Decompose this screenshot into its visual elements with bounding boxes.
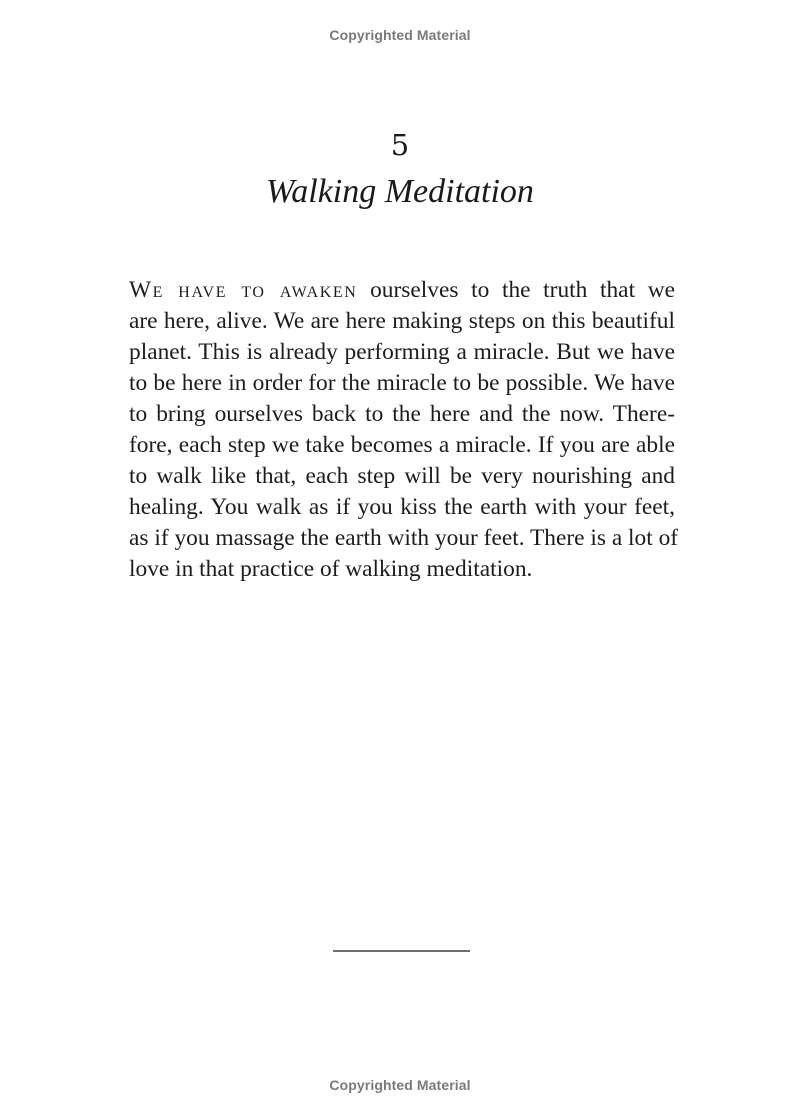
paragraph-line — [129, 275, 675, 306]
lead-in-smallcaps: We have to awaken — [129, 277, 358, 303]
body-paragraph — [129, 275, 679, 585]
paragraph-line: planet. This is already performing a miracle. But we have — [129, 339, 675, 365]
paragraph-line: to bring ourselves back to the here and the now. There- — [129, 401, 675, 427]
paragraph-line: fore, each step we take becomes a miracle. If you are able — [129, 432, 675, 458]
chapter-number: 5 — [390, 128, 410, 162]
copyright-watermark-top: Copyrighted Material — [329, 27, 471, 43]
copyright-watermark-bottom: Copyrighted Material — [329, 1077, 471, 1093]
chapter-title: Walking Meditation — [266, 173, 534, 210]
paragraph-line: healing. You walk as if you kiss the earth with your feet, — [129, 494, 675, 520]
paragraph-line: are here, alive. We are here making steps on this beautiful — [129, 308, 675, 334]
paragraph-line: to walk like that, each step will be very nourishing and — [129, 463, 675, 489]
paragraph-line-text: ourselves to the truth that we — [357, 277, 675, 303]
paragraph-line: as if you massage the earth with your feet. There is a lot of — [129, 525, 679, 551]
paragraph-line: to be here in order for the miracle to be possible. We have — [129, 370, 675, 396]
paragraph-line-last: love in that practice of walking meditation. — [129, 556, 533, 582]
section-end-rule — [333, 950, 470, 952]
